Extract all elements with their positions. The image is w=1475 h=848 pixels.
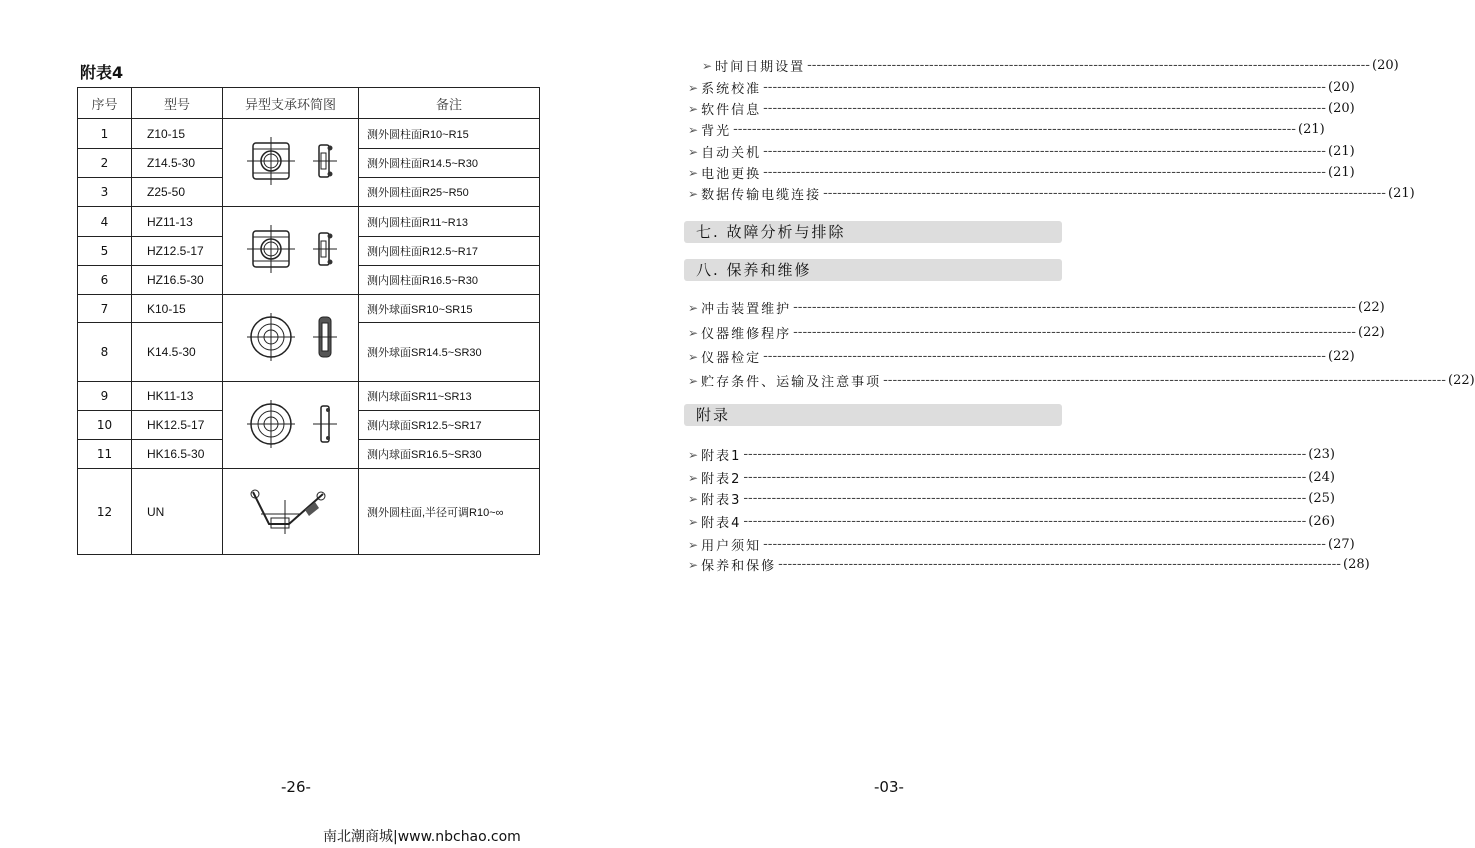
row-model: HK11-13 xyxy=(132,382,223,411)
toc-entry[interactable] xyxy=(688,535,1355,554)
row-note: 测内球面SR11~SR13 xyxy=(359,382,540,411)
toc-leader: ------------------------------------------------------------------------------------------------------------------------ xyxy=(763,349,1326,364)
row-note: 测外球面SR10~SR15 xyxy=(359,295,540,323)
row-model: Z25-50 xyxy=(132,178,223,207)
row-number: 2 xyxy=(78,149,132,178)
support-ring-figure-z xyxy=(223,119,359,207)
section-heading-7: 七. 故障分析与排除 xyxy=(684,221,1062,243)
section-heading-appendix: 附录 xyxy=(684,404,1062,426)
row-model: UN xyxy=(132,469,223,555)
toc-entry-label: 用户须知 xyxy=(701,539,762,554)
toc-entry[interactable] xyxy=(688,371,1475,390)
toc-entry-page: (22) xyxy=(1328,349,1355,364)
toc-entry-page: (21) xyxy=(1388,186,1415,201)
toc-leader: ------------------------------------------------------------------------------------------------------------------------ xyxy=(763,80,1326,95)
page-number-right: -03- xyxy=(874,778,904,796)
arrow-bullet-icon: ➢ xyxy=(688,349,699,364)
toc-entry-label: 背光 xyxy=(701,124,732,139)
table-row xyxy=(78,207,540,237)
row-note: 测内圆柱面R11~R13 xyxy=(359,207,540,237)
toc-entry[interactable] xyxy=(688,142,1355,161)
toc-entry[interactable] xyxy=(688,347,1355,366)
toc-leader: ------------------------------------------------------------------------------------------------------------------------ xyxy=(743,491,1307,506)
row-number: 11 xyxy=(78,440,132,469)
row-note: 测内球面SR12.5~SR17 xyxy=(359,411,540,440)
arrow-bullet-icon: ➢ xyxy=(688,165,699,180)
toc-entry-label: 冲击装置维护 xyxy=(701,302,792,317)
toc-entry[interactable] xyxy=(702,56,1399,75)
row-number: 4 xyxy=(78,207,132,237)
toc-entry-label: 附表4 xyxy=(701,516,742,531)
support-ring-figure-hz xyxy=(223,207,359,295)
arrow-bullet-icon: ➢ xyxy=(688,300,699,315)
row-model: Z14.5-30 xyxy=(132,149,223,178)
toc-leader: ------------------------------------------------------------------------------------------------------------------------ xyxy=(743,470,1307,485)
arrow-bullet-icon: ➢ xyxy=(688,186,699,201)
toc-entry[interactable] xyxy=(688,512,1335,531)
toc-entry-page: (20) xyxy=(1328,101,1355,116)
toc-entry[interactable] xyxy=(688,163,1355,182)
footer-watermark: 南北潮商城|www.nbchao.com xyxy=(323,829,521,845)
support-ring-figure-hk xyxy=(223,382,359,469)
toc-entry[interactable] xyxy=(688,468,1335,487)
arrow-bullet-icon: ➢ xyxy=(688,101,699,116)
section-heading-8: 八. 保养和维修 xyxy=(684,259,1062,281)
row-number: 5 xyxy=(78,237,132,266)
toc-entry-label: 软件信息 xyxy=(701,103,762,118)
toc-entry-label: 贮存条件、运输及注意事项 xyxy=(701,375,882,390)
row-note: 测外球面SR14.5~SR30 xyxy=(359,323,540,382)
toc-leader: ------------------------------------------------------------------------------------------------------------------------ xyxy=(733,122,1296,137)
header-model: 型号 xyxy=(132,88,223,119)
row-number: 3 xyxy=(78,178,132,207)
toc-entry-page: (21) xyxy=(1328,165,1355,180)
row-number: 6 xyxy=(78,266,132,295)
toc-entry-page: (21) xyxy=(1328,144,1355,159)
toc-entry-label: 仪器检定 xyxy=(701,351,762,366)
arrow-bullet-icon: ➢ xyxy=(688,373,699,388)
row-note: 测内圆柱面R12.5~R17 xyxy=(359,237,540,266)
header-no: 序号 xyxy=(78,88,132,119)
row-model: Z10-15 xyxy=(132,119,223,149)
arrow-bullet-icon: ➢ xyxy=(688,122,699,137)
toc-leader: ------------------------------------------------------------------------------------------------------------------------ xyxy=(743,447,1307,462)
row-model: HZ11-13 xyxy=(132,207,223,237)
toc-entry-page: (25) xyxy=(1308,491,1335,506)
toc-entry-page: (27) xyxy=(1328,537,1355,552)
row-number: 1 xyxy=(78,119,132,149)
toc-entry-label: 附表2 xyxy=(701,472,742,487)
toc-entry-page: (26) xyxy=(1308,514,1335,529)
arrow-bullet-icon: ➢ xyxy=(688,80,699,95)
support-ring-table xyxy=(77,87,540,555)
row-note: 测外圆柱面,半径可调R10~∞ xyxy=(359,469,540,555)
arrow-bullet-icon: ➢ xyxy=(702,58,713,73)
row-number: 7 xyxy=(78,295,132,323)
toc-entry[interactable] xyxy=(688,120,1325,139)
arrow-bullet-icon: ➢ xyxy=(688,144,699,159)
toc-entry-label: 自动关机 xyxy=(701,146,762,161)
table-row xyxy=(78,119,540,149)
row-number: 12 xyxy=(78,469,132,555)
row-note: 测外圆柱面R25~R50 xyxy=(359,178,540,207)
toc-leader: ------------------------------------------------------------------------------------------------------------------------ xyxy=(763,144,1326,159)
toc-entry-label: 仪器维修程序 xyxy=(701,327,792,342)
arrow-bullet-icon: ➢ xyxy=(688,491,699,506)
toc-entry-label: 附表1 xyxy=(701,449,742,464)
toc-leader: ------------------------------------------------------------------------------------------------------------------------ xyxy=(793,300,1356,315)
toc-leader: ------------------------------------------------------------------------------------------------------------------------ xyxy=(807,58,1370,73)
row-model: HZ16.5-30 xyxy=(132,266,223,295)
header-figure: 异型支承环简图 xyxy=(223,88,359,119)
row-note: 测外圆柱面R10~R15 xyxy=(359,119,540,149)
toc-entry-label: 电池更换 xyxy=(701,167,762,182)
toc-leader: ------------------------------------------------------------------------------------------------------------------------ xyxy=(883,373,1446,388)
toc-entry[interactable] xyxy=(688,445,1335,464)
toc-entry-page: (21) xyxy=(1298,122,1325,137)
arrow-bullet-icon: ➢ xyxy=(688,447,699,462)
arrow-bullet-icon: ➢ xyxy=(688,470,699,485)
toc-leader: ------------------------------------------------------------------------------------------------------------------------ xyxy=(763,165,1326,180)
row-number: 8 xyxy=(78,323,132,382)
arrow-bullet-icon: ➢ xyxy=(688,514,699,529)
toc-leader: ------------------------------------------------------------------------------------------------------------------------ xyxy=(763,537,1326,552)
toc-leader: ------------------------------------------------------------------------------------------------------------------------ xyxy=(823,186,1386,201)
toc-entry-page: (20) xyxy=(1372,58,1399,73)
toc-entry-page: (20) xyxy=(1328,80,1355,95)
row-note: 测内球面SR16.5~SR30 xyxy=(359,440,540,469)
toc-entry[interactable] xyxy=(688,298,1385,317)
table-row xyxy=(78,382,540,411)
toc-entry-page: (23) xyxy=(1308,447,1335,462)
toc-leader: ------------------------------------------------------------------------------------------------------------------------ xyxy=(763,101,1326,116)
row-model: HK12.5-17 xyxy=(132,411,223,440)
toc-entry-label: 附表3 xyxy=(701,493,742,508)
toc-entry-page: (22) xyxy=(1358,325,1385,340)
row-model: K10-15 xyxy=(132,295,223,323)
toc-entry[interactable] xyxy=(688,78,1355,97)
table-title: 附表4 xyxy=(80,63,124,82)
toc-entry-label: 时间日期设置 xyxy=(715,60,806,75)
toc-entry[interactable] xyxy=(688,555,1370,574)
toc-entry-label: 系统校准 xyxy=(701,82,762,97)
toc-leader: ------------------------------------------------------------------------------------------------------------------------ xyxy=(778,557,1341,572)
support-ring-figure-k xyxy=(223,295,359,382)
toc-entry-label: 数据传输电缆连接 xyxy=(701,188,822,203)
table-row xyxy=(78,295,540,323)
arrow-bullet-icon: ➢ xyxy=(688,537,699,552)
header-note: 备注 xyxy=(359,88,540,119)
support-ring-figure-un xyxy=(223,469,359,555)
row-model: HK16.5-30 xyxy=(132,440,223,469)
table-header-row xyxy=(78,88,540,119)
toc-entry-label: 保养和保修 xyxy=(701,559,777,574)
toc-entry[interactable] xyxy=(688,323,1385,342)
row-number: 10 xyxy=(78,411,132,440)
page-number-left: -26- xyxy=(281,778,311,796)
toc-entry[interactable] xyxy=(688,99,1355,118)
toc-leader: ------------------------------------------------------------------------------------------------------------------------ xyxy=(793,325,1356,340)
toc-entry[interactable] xyxy=(688,489,1335,508)
arrow-bullet-icon: ➢ xyxy=(688,557,699,572)
toc-entry-page: (22) xyxy=(1358,300,1385,315)
toc-entry-page: (22) xyxy=(1448,373,1475,388)
row-model: HZ12.5-17 xyxy=(132,237,223,266)
arrow-bullet-icon: ➢ xyxy=(688,325,699,340)
toc-entry[interactable] xyxy=(688,184,1415,203)
table-row xyxy=(78,469,540,555)
toc-leader: ------------------------------------------------------------------------------------------------------------------------ xyxy=(743,514,1307,529)
row-number: 9 xyxy=(78,382,132,411)
row-note: 测外圆柱面R14.5~R30 xyxy=(359,149,540,178)
row-model: K14.5-30 xyxy=(132,323,223,382)
row-note: 测内圆柱面R16.5~R30 xyxy=(359,266,540,295)
toc-entry-page: (28) xyxy=(1343,557,1370,572)
toc-entry-page: (24) xyxy=(1308,470,1335,485)
